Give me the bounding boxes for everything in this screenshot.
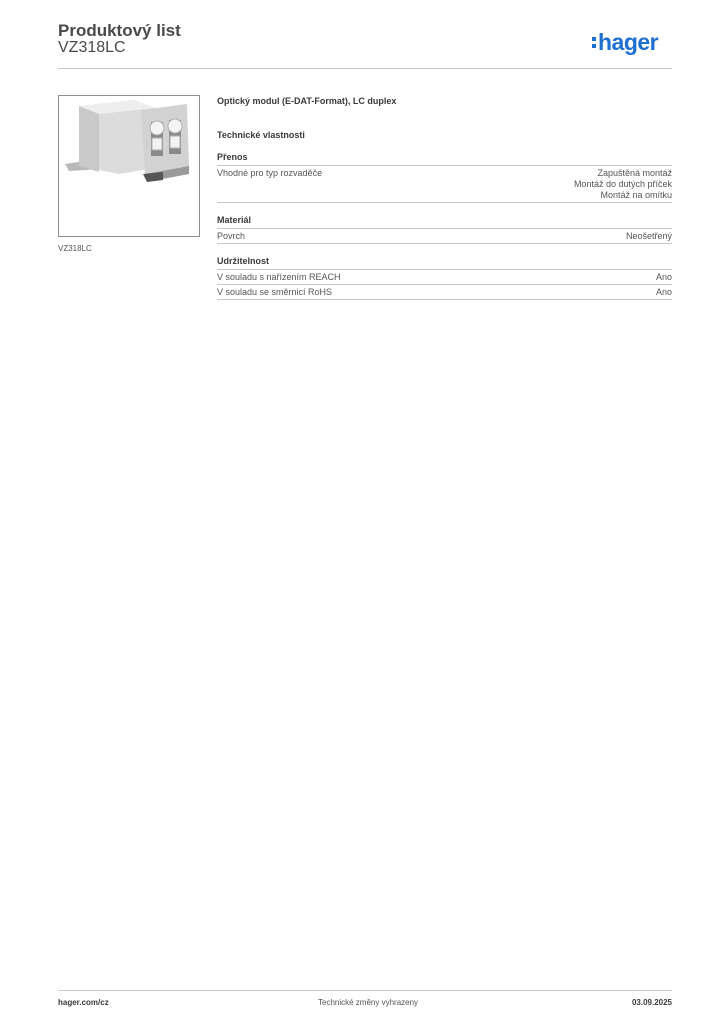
footer-date: 03.09.2025 <box>631 998 672 1007</box>
spec-row <box>217 229 672 244</box>
optical-module-illustration <box>59 96 199 236</box>
image-caption: VZ318LC <box>58 244 92 253</box>
spec-row <box>217 285 672 300</box>
spec-group-title: Materiál <box>217 215 672 229</box>
spec-row <box>217 166 672 203</box>
footer-divider <box>58 990 672 991</box>
specs-heading: Technické vlastnosti <box>217 130 305 140</box>
spec-value: Neošetřený <box>625 231 672 241</box>
spec-values <box>626 231 672 242</box>
spec-group-transmission <box>217 152 672 203</box>
spec-value: Ano <box>655 272 672 282</box>
spec-group-material <box>217 215 672 244</box>
spec-row <box>217 270 672 285</box>
logo-dots-icon <box>592 37 596 48</box>
footer-notice: Technické změny vyhrazeny <box>318 998 419 1007</box>
product-description: Optický modul (E-DAT-Format), LC duplex <box>217 96 397 106</box>
spec-group-title: Přenos <box>217 152 672 166</box>
header-divider <box>58 68 672 69</box>
spec-value: Montáž na omítku <box>600 190 672 200</box>
spec-value: Zapuštěná montáž <box>597 168 672 178</box>
footer-website-link[interactable]: hager.com/cz <box>58 998 109 1007</box>
spec-values <box>574 168 672 201</box>
page-title: Produktový list <box>58 21 181 40</box>
product-image <box>58 95 200 237</box>
spec-group-title: Udržitelnost <box>217 256 672 270</box>
product-code-subtitle: VZ318LC <box>58 39 126 56</box>
logo-text: hager <box>598 29 659 55</box>
spec-label: V souladu s nařízením REACH <box>217 272 341 282</box>
spec-label: V souladu se směrnicí RoHS <box>217 287 333 297</box>
spec-value: Ano <box>655 287 672 297</box>
spec-label: Vhodné pro typ rozvaděče <box>217 168 323 178</box>
spec-values <box>656 272 672 283</box>
spec-values <box>656 287 672 298</box>
spec-value: Montáž do dutých příček <box>573 179 672 189</box>
spec-group-sustainability <box>217 256 672 300</box>
product-details <box>217 96 672 300</box>
spec-label: Povrch <box>217 231 246 241</box>
hager-logo <box>592 28 658 56</box>
